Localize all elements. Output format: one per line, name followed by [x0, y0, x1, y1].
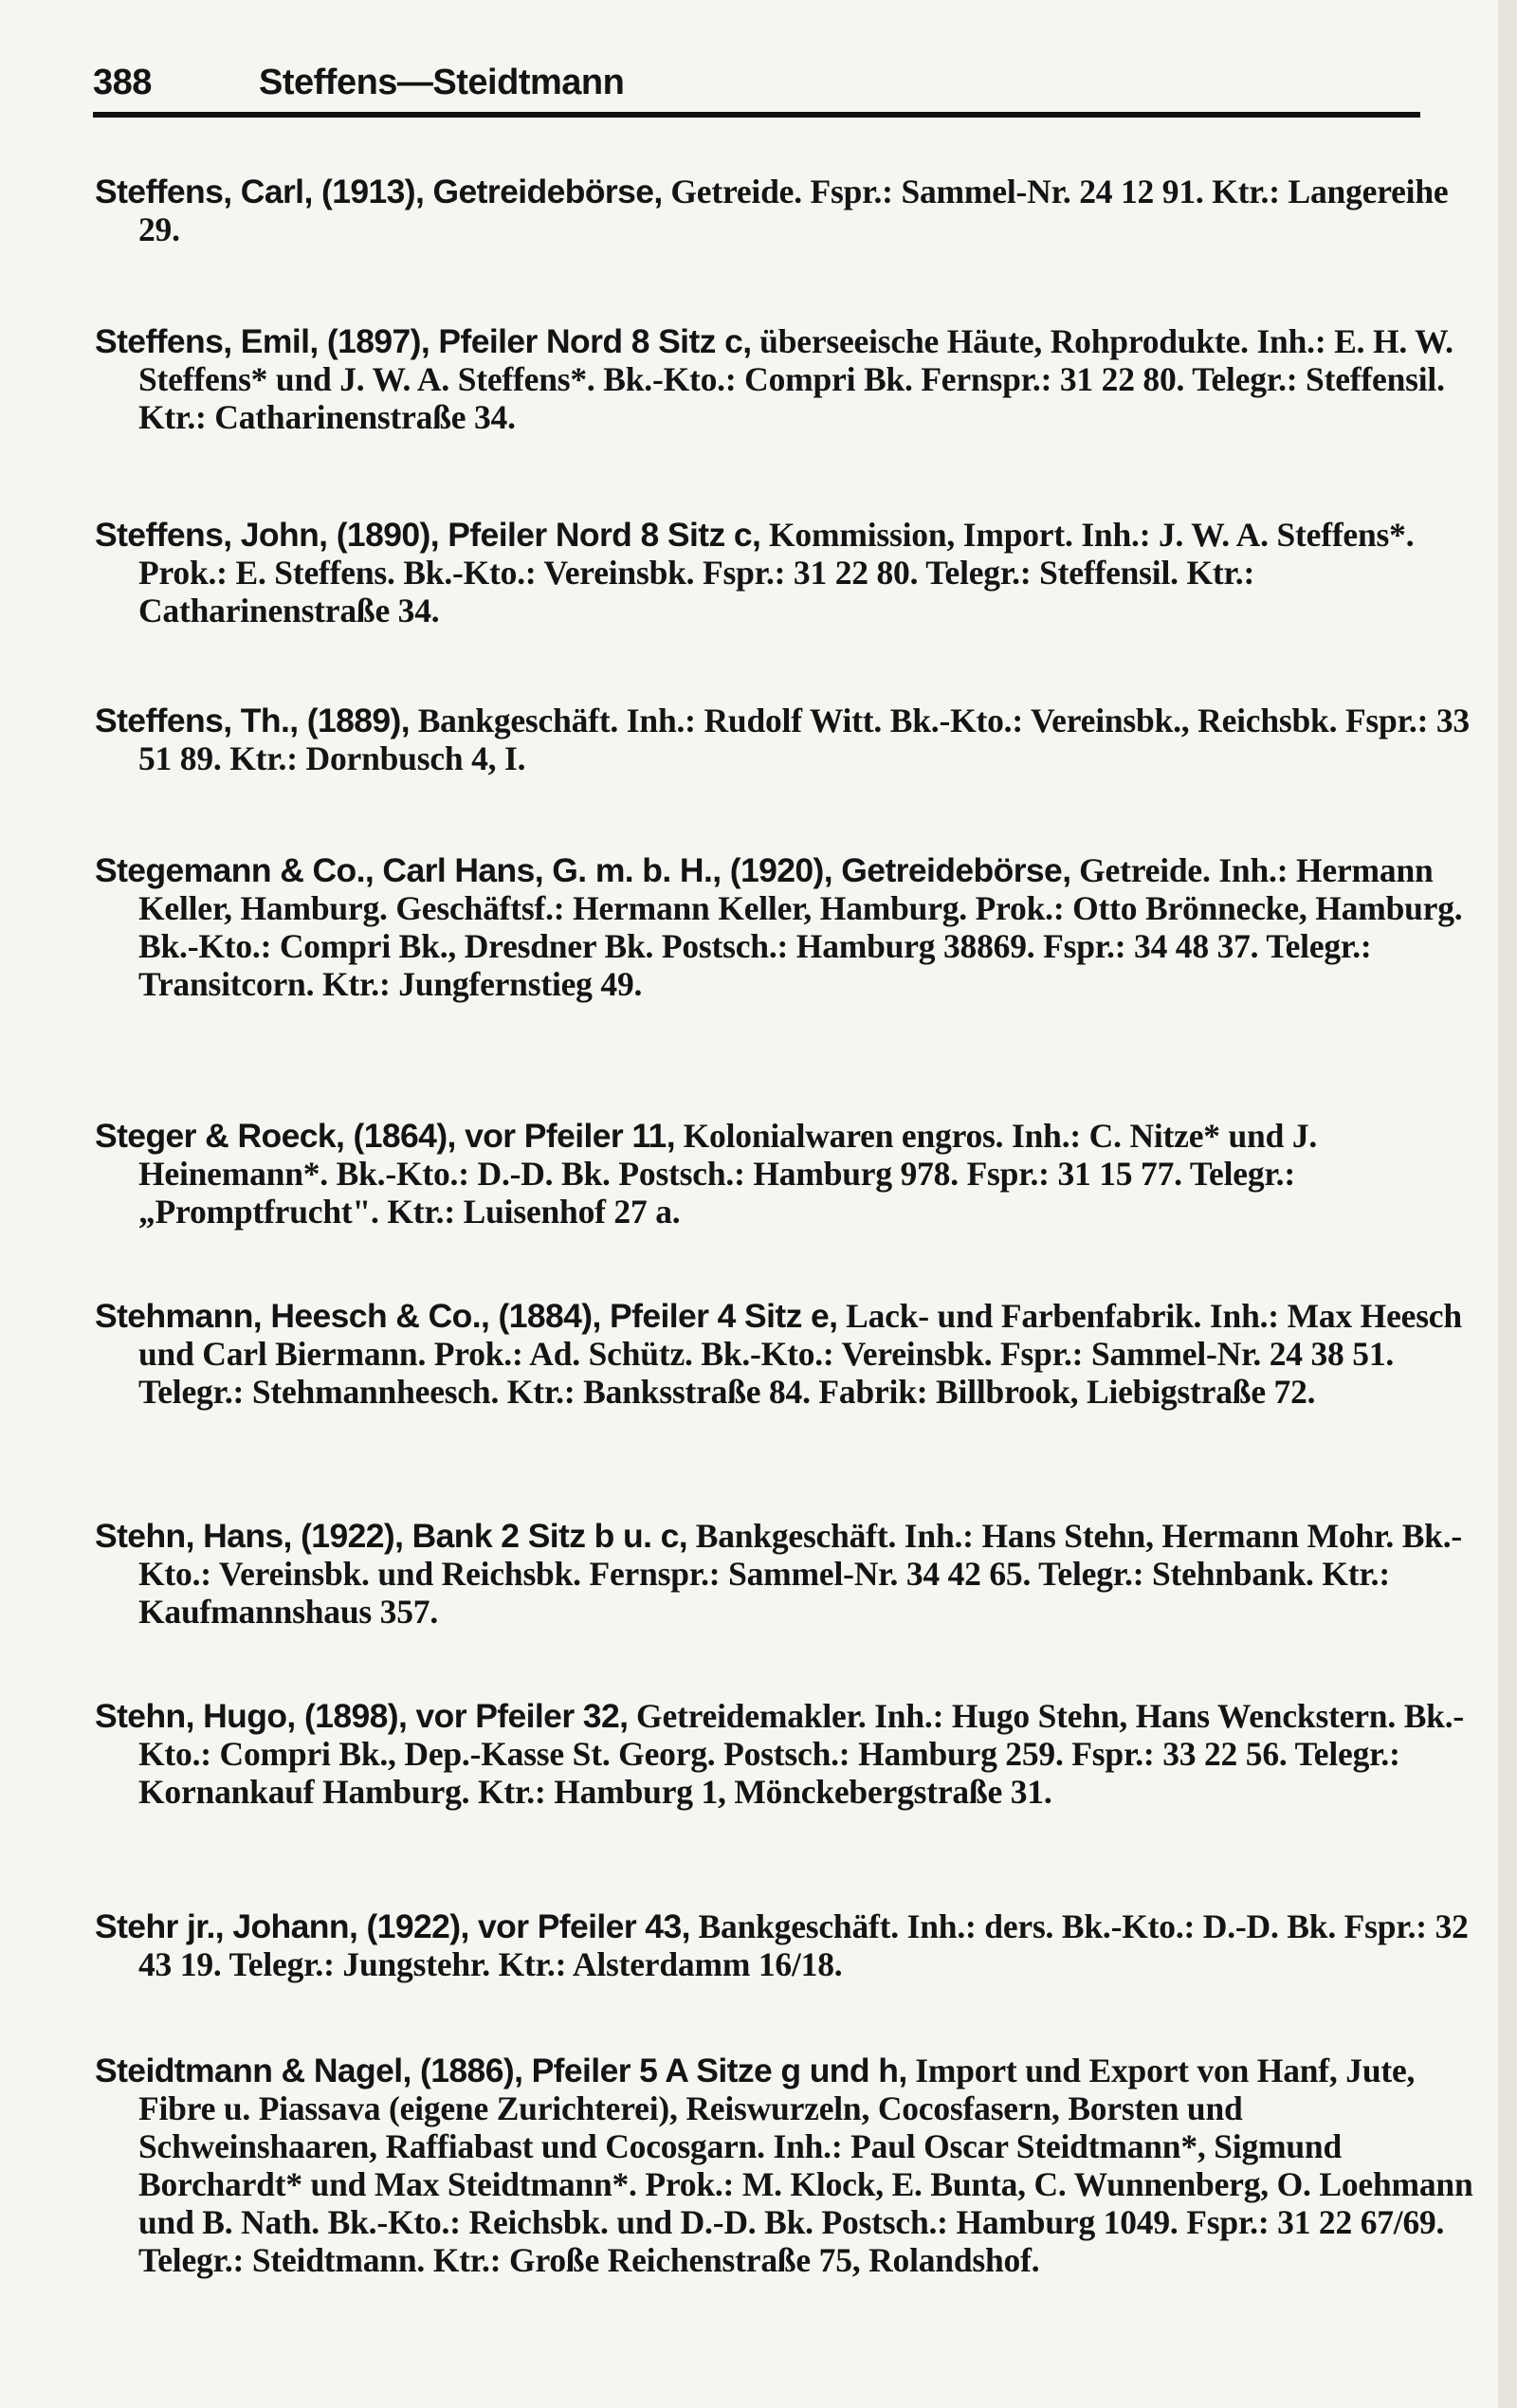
entry-firm: Steger & Roeck, (1864), vor Pfeiler 11, — [95, 1117, 675, 1155]
entry-firm: Stehn, Hugo, (1898), vor Pfeiler 32, — [95, 1697, 629, 1735]
entry-text: Getreide. Fspr.: Sammel-Nr. 24 12 91. Ktr.: Langereihe 29. — [138, 173, 1449, 248]
entry-firm: Steffens, John, (1890), Pfeiler Nord 8 Sitz c, — [95, 516, 761, 554]
page-edge — [1498, 0, 1517, 2408]
entry-firm: Steffens, Th., (1889), — [95, 702, 411, 739]
header-rule — [93, 112, 1420, 118]
entry-firm: Steffens, Carl, (1913), Getreidebörse, — [95, 173, 663, 210]
page-header — [93, 55, 1420, 112]
page-number: 388 — [93, 63, 152, 102]
entry-text: Bankgeschäft. Inh.: Rudolf Witt. Bk.-Kto.: Vereinsbk., Reichsbk. Fspr.: 33 51 89. Ktr.: Dornbusch 4, I. — [138, 702, 1470, 777]
entry-firm: Stegemann & Co., Carl Hans, G. m. b. H., (1920), Getreidebörse, — [95, 851, 1071, 889]
entry-firm: Steffens, Emil, (1897), Pfeiler Nord 8 Sitz c, — [95, 322, 752, 360]
directory-entry — [95, 1297, 1475, 1411]
entry-firm: Stehmann, Heesch & Co., (1884), Pfeiler 4 Sitz e, — [95, 1297, 838, 1335]
entry-text: Import und Export von Hanf, Jute, Fibre u. Piassava (eigene Zurichterei), Reiswurzeln, Cocosfasern, Borsten und Schweinshaaren, Raffiabast und Cocosgarn. Inh.: Paul Oscar Steidtmann*, Sigmund Borchardt* und Max Steidtmann*. Prok.: M. Klock, E. Bunta, C. Wunnenberg, O. Loehmann und B. Nath. Bk.-Kto.: Reichsbk. und D.-D. Bk. Postsch.: Hamburg 1049. Fspr.: 31 22 67/69. Telegr.: Steidtmann. Ktr.: Große Reichenstraße 75, Rolandshof. — [138, 2052, 1473, 2279]
entry-text: Kommission, Import. Inh.: J. W. A. Steffens*. Prok.: E. Steffens. Bk.-Kto.: Vereinsbk. Fspr.: 31 22 80. Telegr.: Steffensil. Ktr.: Catharinenstraße 34. — [138, 516, 1415, 629]
directory-entry — [95, 2052, 1475, 2279]
directory-entry — [95, 322, 1475, 436]
entry-text: Getreide. Inh.: Hermann Keller, Hamburg. Geschäftsf.: Hermann Keller, Hamburg. Prok.: Otto Brönnecke, Hamburg. Bk.-Kto.: Compri Bk., Dresdner Bk. Postsch.: Hamburg 38869. Fspr.: 34 48 37. Telegr.: Transitcorn. Ktr.: Jungfernstieg 49. — [138, 851, 1463, 1003]
directory-entry — [95, 851, 1475, 1003]
directory-entry — [95, 1517, 1475, 1631]
directory-entry — [95, 1697, 1475, 1811]
running-head: Steffens—Steidtmann — [259, 63, 625, 102]
entry-firm: Stehr jr., Johann, (1922), vor Pfeiler 43, — [95, 1907, 690, 1945]
entry-text: Kolonialwaren engros. Inh.: C. Nitze* und J. Heinemann*. Bk.-Kto.: D.-D. Bk. Postsch.: Hamburg 978. Fspr.: 31 15 77. Telegr.: „Promptfrucht". Ktr.: Luisenhof 27 a. — [138, 1117, 1318, 1231]
entry-text: Lack- und Farbenfabrik. Inh.: Max Heesch und Carl Biermann. Prok.: Ad. Schütz. Bk.-Kto.: Vereinsbk. Fspr.: Sammel-Nr. 24 38 51. Telegr.: Stehmannheesch. Ktr.: Banksstraße 84. Fabrik: Billbrook, Liebigstraße 72. — [138, 1297, 1462, 1411]
entry-text: überseeische Häute, Rohprodukte. Inh.: E. H. W. Steffens* und J. W. A. Steffens*. Bk.-Kto.: Compri Bk. Fernspr.: 31 22 80. Telegr.: Steffensil. Ktr.: Catharinenstraße 34. — [138, 322, 1453, 436]
directory-entry — [95, 702, 1475, 777]
entry-text: Bankgeschäft. Inh.: Hans Stehn, Hermann Mohr. Bk.-Kto.: Vereinsbk. und Reichsbk. Fernspr.: Sammel-Nr. 34 42 65. Telegr.: Stehnbank. Ktr.: Kaufmannshaus 357. — [138, 1517, 1463, 1631]
directory-entry — [95, 1907, 1475, 1983]
directory-entry — [95, 516, 1475, 629]
directory-entry — [95, 173, 1475, 248]
entry-firm: Steidtmann & Nagel, (1886), Pfeiler 5 A Sitze g und h, — [95, 2052, 907, 2089]
entry-text: Getreidemakler. Inh.: Hugo Stehn, Hans Wenckstern. Bk.-Kto.: Compri Bk., Dep.-Kasse St. Georg. Postsch.: Hamburg 259. Fspr.: 33 22 56. Telegr.: Kornankauf Hamburg. Ktr.: Hamburg 1, Mönckebergstraße 31. — [138, 1697, 1465, 1811]
entry-firm: Stehn, Hans, (1922), Bank 2 Sitz b u. c, — [95, 1517, 688, 1555]
entry-text: Bankgeschäft. Inh.: ders. Bk.-Kto.: D.-D. Bk. Fspr.: 32 43 19. Telegr.: Jungstehr. Ktr.: Alsterdamm 16/18. — [138, 1907, 1469, 1983]
directory-entry — [95, 1117, 1475, 1231]
